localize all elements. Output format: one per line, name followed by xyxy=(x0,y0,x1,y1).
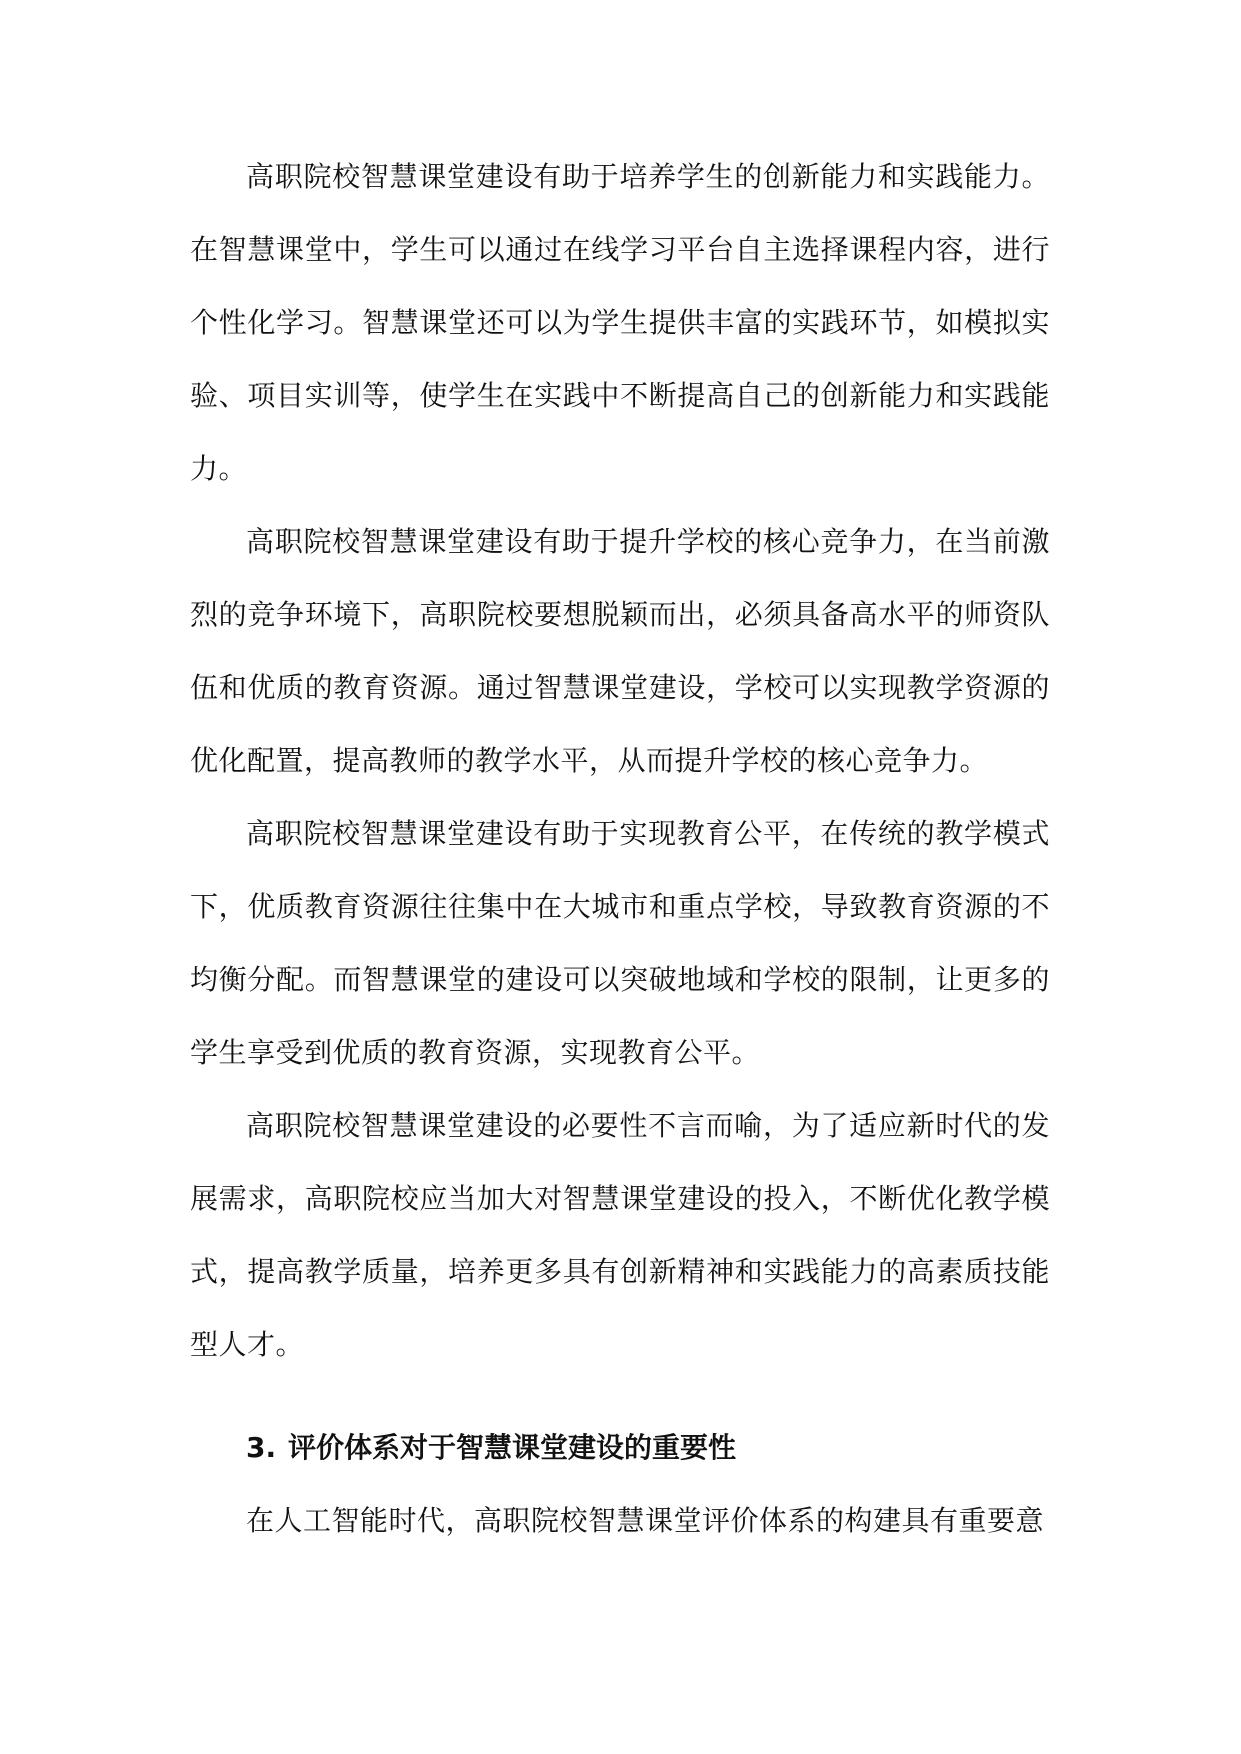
body-paragraph: 在人工智能时代，高职院校智慧课堂评价体系的构建具有重要意 xyxy=(246,1504,1045,1537)
body-paragraph: 高职院校智慧课堂建设有助于培养学生的创新能力和实践能力。在智慧课堂中，学生可以通过在线学习平台自主选择课程内容，进行个性化学习。智慧课堂还可以为学生提供丰富的实践环节，如模拟实验、项目实训等，使学生在实践中不断提高自己的创新能力和实践能力。 xyxy=(190,160,1050,485)
section-title: 评价体系对于智慧课堂建设的重要性 xyxy=(288,1431,737,1464)
section-number: 3. xyxy=(246,1431,277,1464)
body-paragraph: 高职院校智慧课堂建设有助于提升学校的核心竞争力，在当前激烈的竞争环境下，高职院校要想脱颖而出，必须具备高水平的师资队伍和优质的教育资源。通过智慧课堂建设，学校可以实现教学资源的优化配置，提高教师的教学水平，从而提升学校的核心竞争力。 xyxy=(190,525,1050,777)
document-body xyxy=(190,140,1050,1557)
body-paragraph: 高职院校智慧课堂建设的必要性不言而喻，为了适应新时代的发展需求，高职院校应当加大对智慧课堂建设的投入，不断优化教学模式，提高教学质量，培养更多具有创新精神和实践能力的高素质技能型人才。 xyxy=(190,1109,1050,1361)
body-paragraph: 高职院校智慧课堂建设有助于实现教育公平，在传统的教学模式下，优质教育资源往往集中在大城市和重点学校，导致教育资源的不均衡分配。而智慧课堂的建设可以突破地域和学校的限制，让更多的学生享受到优质的教育资源，实现教育公平。 xyxy=(190,817,1050,1069)
section-heading xyxy=(190,1411,1050,1484)
